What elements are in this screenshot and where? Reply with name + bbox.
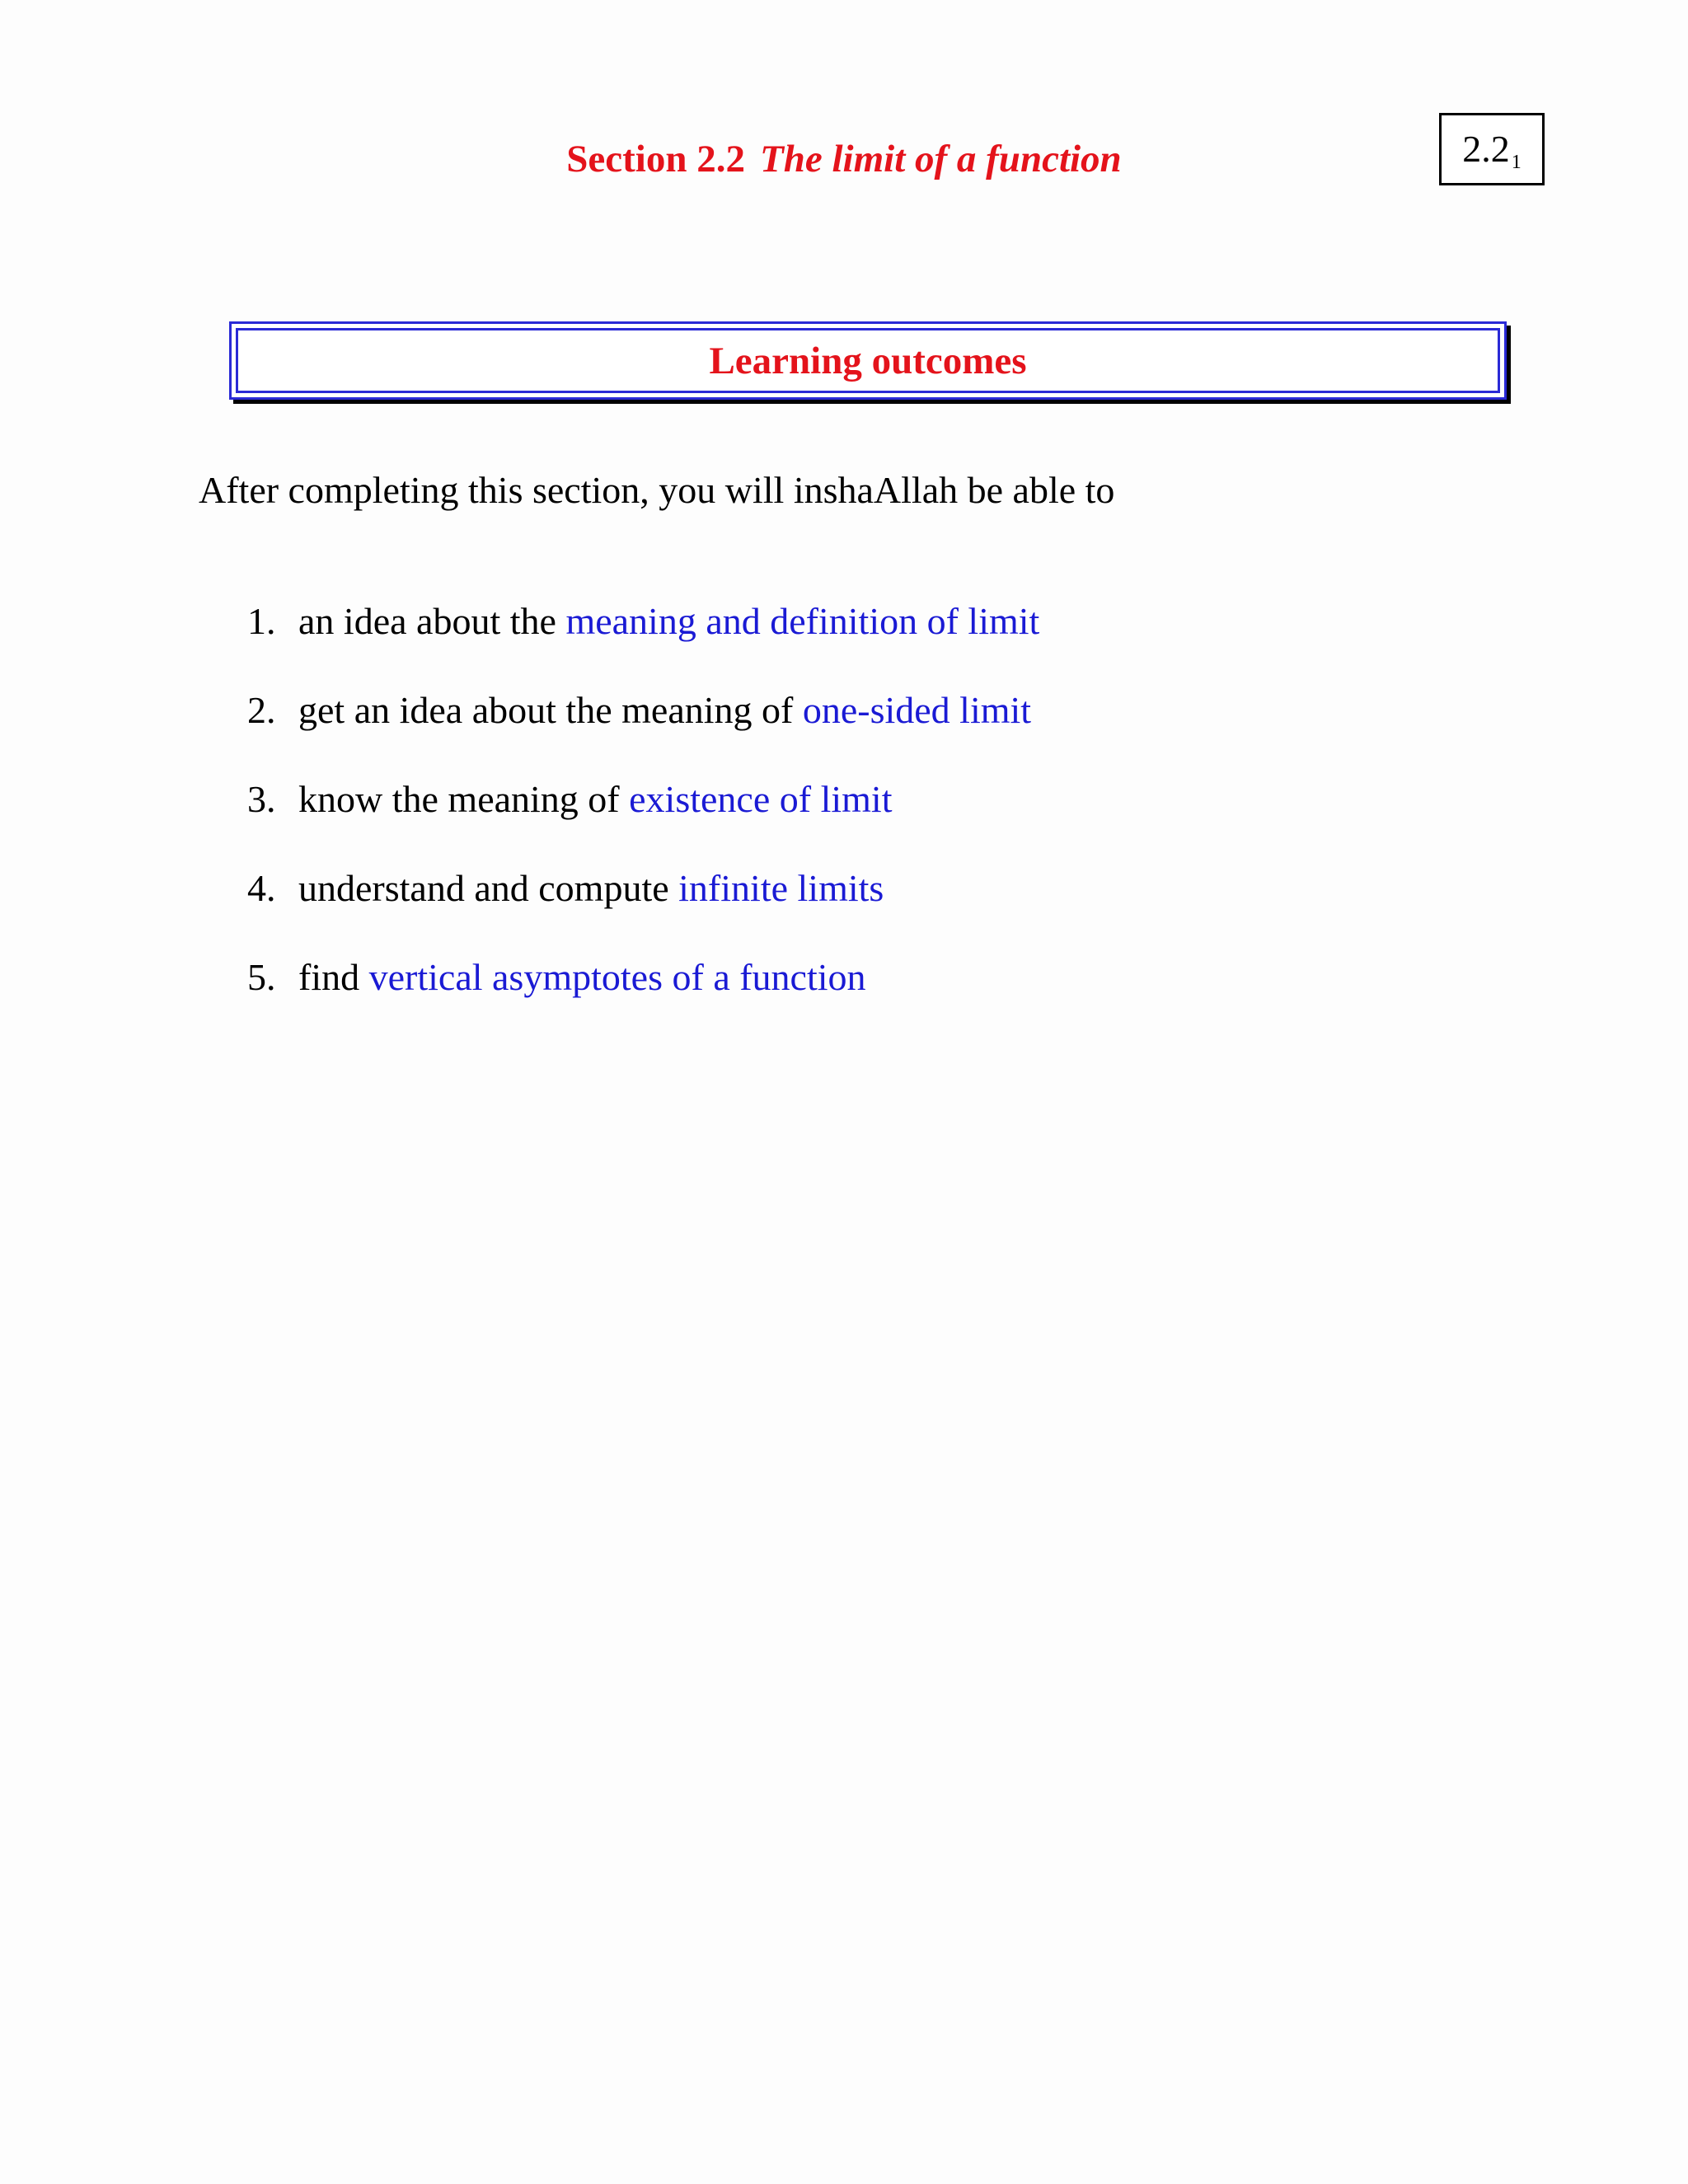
list-item-highlight: infinite limits (678, 867, 884, 909)
list-item-number: 1. (247, 600, 276, 642)
list-item-highlight: vertical asymptotes of a function (368, 956, 866, 998)
list-item-text: find (298, 956, 369, 998)
section-title: The limit of a function (760, 138, 1122, 180)
learning-outcomes-box (229, 321, 1507, 400)
list-item (247, 688, 1039, 777)
list-item-number: 3. (247, 778, 276, 820)
learning-outcomes-title: Learning outcomes (709, 340, 1027, 382)
outcomes-list (247, 599, 1039, 1044)
list-item-text: get an idea about the meaning of (298, 689, 803, 731)
section-heading (0, 137, 1688, 181)
list-item-text: understand and compute (298, 867, 679, 909)
page-number-main: 2.2 (1462, 128, 1510, 170)
list-item-text: an idea about the (298, 600, 566, 642)
list-item-highlight: one-sided limit (802, 689, 1032, 731)
list-item-text: know the meaning of (298, 778, 630, 820)
list-item-number: 2. (247, 689, 276, 731)
list-item (247, 955, 1039, 1044)
list-item-number: 4. (247, 867, 276, 909)
section-label: Section 2.2 (566, 138, 745, 180)
page-number-sub: 1 (1511, 152, 1522, 173)
intro-text: After completing this section, you will inshaAllah be able to (199, 469, 1115, 511)
list-item-highlight: meaning and definition of limit (565, 600, 1040, 642)
list-item-number: 5. (247, 956, 276, 998)
list-item (247, 777, 1039, 866)
list-item (247, 866, 1039, 955)
list-item-highlight: existence of limit (629, 778, 893, 820)
list-item (247, 599, 1039, 688)
